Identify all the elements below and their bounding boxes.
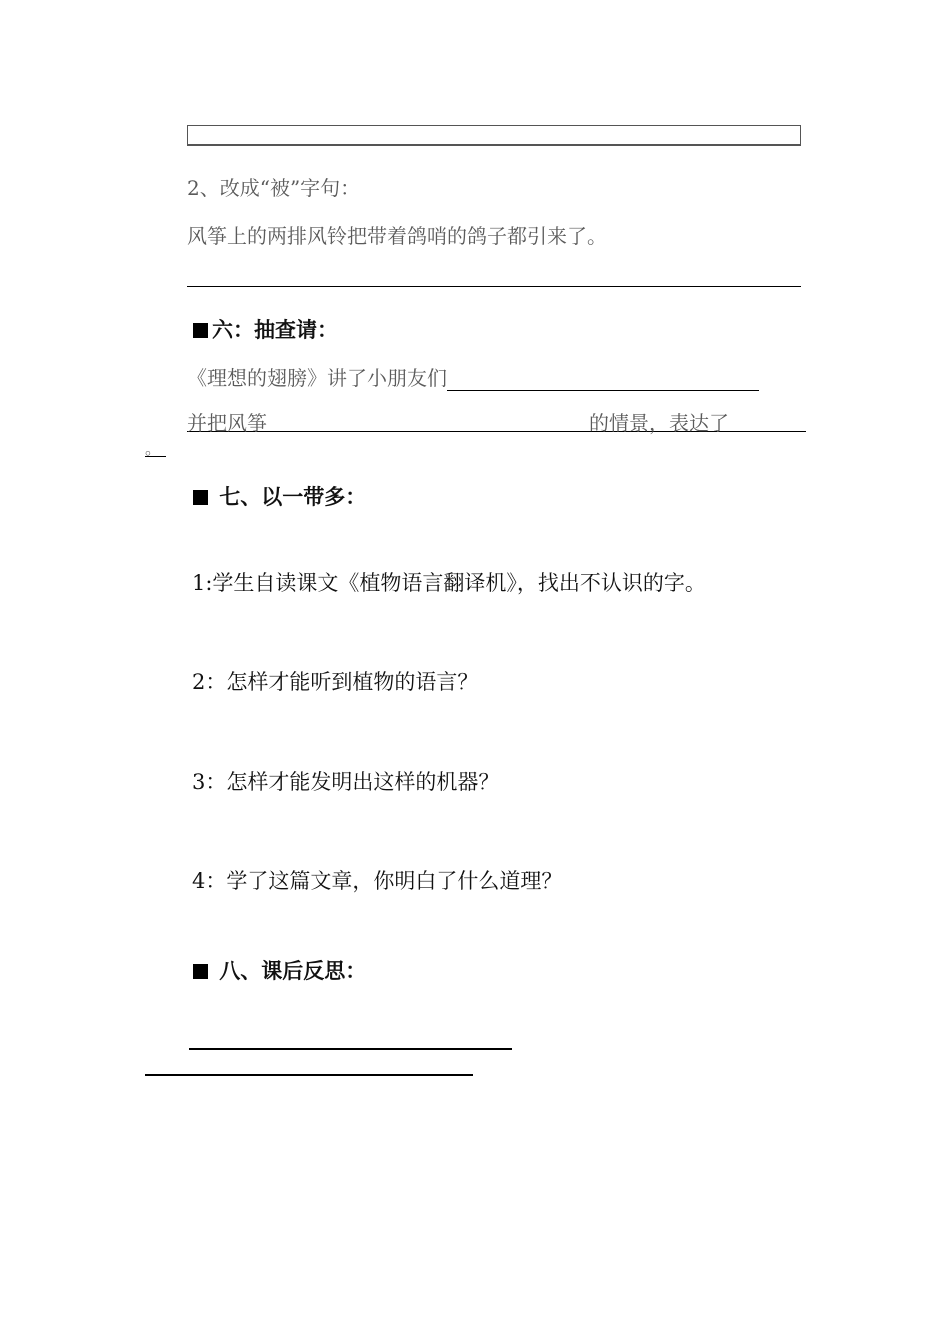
section-6-line-2-text-a: 并把风筝 <box>187 411 267 435</box>
section-6-line-1-text: 《理想的翅膀》讲了小朋友们 <box>187 366 447 390</box>
section-8-heading <box>193 955 366 985</box>
square-bullet-icon <box>193 323 208 338</box>
answer-line-q2[interactable] <box>187 286 801 287</box>
section-7-item-4: 4：学了这篇文章，你明白了什么道理？ <box>192 869 563 893</box>
square-bullet-icon <box>193 490 208 505</box>
section-6-line-2 <box>187 407 806 435</box>
reflection-line-1[interactable] <box>189 1048 512 1050</box>
section-7-title: 七、以一带多： <box>212 484 367 509</box>
section-7-item-2: 2：怎样才能听到植物的语言？ <box>192 670 479 694</box>
question-2-label: 2、改成“被”字句： <box>187 176 361 200</box>
section-6-end-mark: 。 <box>145 436 166 457</box>
blank-line-1[interactable] <box>447 368 759 391</box>
section-6-line-1 <box>187 362 759 391</box>
answer-box[interactable] <box>187 125 801 146</box>
section-7-heading <box>193 481 366 511</box>
section-6-title: 六：抽查请： <box>212 317 338 342</box>
section-6-heading <box>193 314 338 344</box>
section-6-line-2-text-b: 的情景，表达了 <box>589 411 729 435</box>
reflection-line-2[interactable] <box>145 1074 473 1076</box>
section-8-title: 八、课后反思： <box>212 958 367 983</box>
section-7-item-3: 3：怎样才能发明出这样的机器？ <box>192 770 500 794</box>
question-2-sentence: 风筝上的两排风铃把带着鸽哨的鸽子都引来了。 <box>187 224 607 248</box>
square-bullet-icon <box>193 964 208 979</box>
section-7-item-1: 1:学生自读课文《植物语言翻译机》，找出不认识的字。 <box>192 571 706 595</box>
